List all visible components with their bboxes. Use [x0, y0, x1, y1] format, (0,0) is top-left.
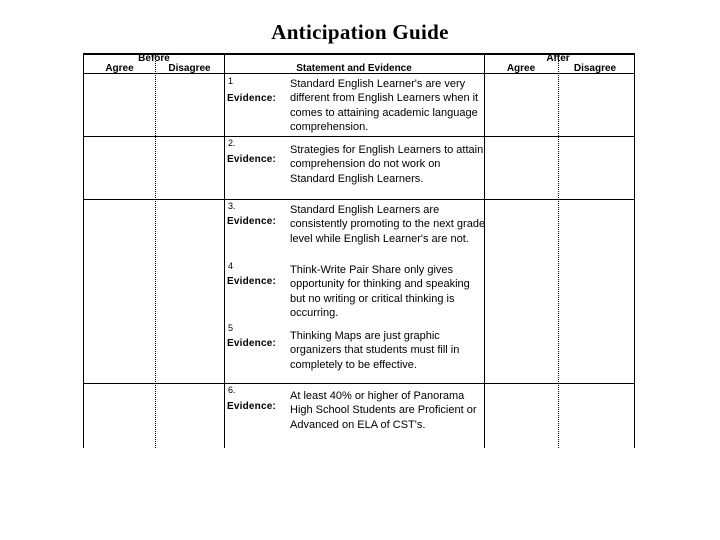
- row-divider: [84, 383, 634, 384]
- column-divider: [224, 55, 225, 448]
- statement-evidence-header: Statement and Evidence: [296, 63, 412, 74]
- statement-text: Thinking Maps are just graphic organizers that students must fill in completely to be effective.: [290, 330, 460, 371]
- evidence-label: Evidence:: [227, 338, 277, 349]
- disagree-after-header: Disagree: [573, 63, 617, 74]
- anticipation-table: [83, 53, 635, 448]
- evidence-label: Evidence:: [227, 276, 277, 287]
- before-header: Before: [138, 53, 170, 64]
- item-number: 6.: [228, 385, 236, 395]
- evidence-label: Evidence:: [227, 93, 277, 104]
- agree-before-header: Agree: [105, 63, 134, 74]
- statement-text: At least 40% or higher of Panorama High School Students are Proficient or Advanced on ELA of CST's.: [290, 390, 477, 431]
- page-title: Anticipation Guide: [271, 20, 449, 44]
- statement-text: Think-Write Pair Share only gives opportunity for thinking and speaking but no writing or critical thinking is occurring.: [290, 264, 470, 320]
- item-number: 2.: [228, 138, 236, 148]
- statement-text: Standard English Learner's are very different from English Learners when it comes to attaining academic language comprehension.: [290, 78, 479, 134]
- evidence-label: Evidence:: [227, 216, 277, 227]
- statement-text: Strategies for English Learners to attain comprehension do not work on Standard English Learners.: [290, 144, 484, 185]
- row-divider: [84, 136, 634, 137]
- row-divider: [84, 199, 634, 200]
- agree-after-header: Agree: [506, 63, 536, 74]
- disagree-before-header: Disagree: [168, 63, 211, 74]
- item-number: 5: [228, 323, 234, 333]
- item-number: 1: [228, 76, 234, 86]
- evidence-label: Evidence:: [227, 401, 277, 412]
- evidence-label: Evidence:: [227, 154, 277, 165]
- column-divider: [155, 55, 156, 448]
- statement-text: Standard English Learners are consistently promoting to the next grade level while English Learner's are not.: [290, 204, 486, 245]
- item-number: 3.: [228, 201, 236, 211]
- item-number: 4: [228, 261, 234, 271]
- after-header: After: [546, 53, 570, 64]
- column-divider: [558, 55, 559, 448]
